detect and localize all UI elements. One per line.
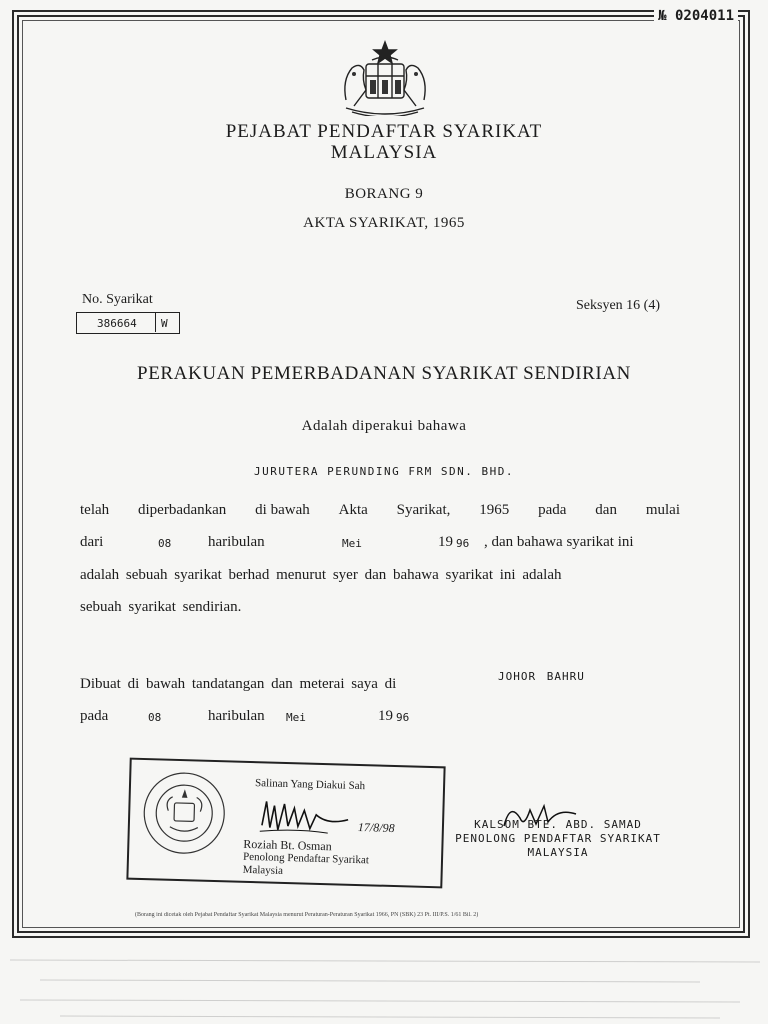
year-prefix: 19	[378, 708, 393, 724]
company-number-suffix: W	[161, 317, 168, 330]
body-line-1	[80, 502, 680, 519]
made-under-text: Dibuat di bawah tandatangan dan meterai saya di	[80, 676, 397, 692]
stamp-date: 17/8/98	[357, 820, 395, 836]
word: mulai	[645, 502, 680, 518]
office-name: PEJABAT PENDAFTAR SYARIKAT	[225, 121, 543, 142]
stamp-certified-copy: Salinan Yang Diakui Sah	[254, 777, 366, 793]
footnote: (Borang ini dicetak oleh Pejabat Pendaftar Syarikat Malaysia menurut Peraturan-Peraturan Syarikat 1966, PN (SBK) 23 Pt. III/P.S. 1/61 Bil. 2)	[135, 912, 479, 918]
word-haribulan: haribulan	[208, 708, 265, 724]
registrar-name: KALSOM BTE. ABD. SAMAD	[474, 818, 642, 831]
body-line-4: sebuah syarikat sendirian.	[80, 599, 242, 615]
certified-statement: Adalah diperakui bahawa	[301, 418, 467, 434]
body-line-2-rest: , dan bahawa syarikat ini	[484, 534, 634, 550]
word: pada	[538, 502, 567, 518]
stamp-country: Malaysia	[242, 863, 284, 877]
word: telah	[80, 502, 110, 518]
registrar-title: PENOLONG PENDAFTAR SYARIKAT	[455, 832, 661, 845]
act-name: AKTA SYARIKAT, 1965	[303, 215, 465, 231]
certificate-title: PERAKUAN PEMERBADANAN SYARIKAT SENDIRIAN	[137, 363, 631, 384]
company-name: JURUTERA PERUNDING FRM SDN. BHD.	[254, 465, 514, 478]
certified-copy-stamp	[126, 758, 445, 889]
word: dan	[595, 502, 617, 518]
signing-year: 96	[396, 711, 410, 724]
year-prefix: 19	[438, 534, 453, 550]
company-number-label: No. Syarikat	[82, 292, 153, 307]
signing-place: JOHOR BAHRU	[498, 670, 585, 683]
form-number: BORANG 9	[344, 186, 424, 202]
signing-day: 08	[148, 711, 162, 724]
company-number-box	[76, 312, 180, 334]
section-label: Seksyen 16 (4)	[576, 298, 660, 313]
serial-number: № 0204011	[654, 8, 738, 24]
incorporation-day: 08	[158, 537, 172, 550]
body-line-3: adalah sebuah syarikat berhad menurut syer dan bahawa syarikat ini adalah	[80, 567, 562, 583]
signing-line	[80, 670, 680, 693]
word: Akta	[338, 502, 368, 518]
word-pada: pada	[80, 708, 109, 724]
stamp-officer-name: Roziah Bt. Osman	[243, 836, 332, 854]
word: di bawah	[255, 502, 310, 518]
word: diperbadankan	[138, 502, 227, 518]
office-country: MALAYSIA	[330, 142, 438, 163]
company-number: 386664	[97, 317, 137, 330]
word: Syarikat,	[396, 502, 451, 518]
registrar-block	[438, 818, 678, 860]
word: 1965	[479, 502, 510, 518]
box-divider	[155, 313, 156, 332]
incorporation-month: Mei	[342, 537, 362, 550]
official-seal-icon	[141, 770, 227, 856]
incorporation-year: 96	[456, 537, 470, 550]
signing-month: Mei	[286, 711, 306, 724]
word-haribulan: haribulan	[208, 534, 265, 550]
registrar-country: MALAYSIA	[527, 846, 589, 859]
stamp-signature-icon	[258, 795, 355, 838]
word-dari: dari	[80, 534, 104, 550]
scan-noise	[0, 950, 768, 1024]
coat-of-arms-icon	[332, 40, 438, 116]
stamp-officer-title: Penolong Pendaftar Syarikat	[242, 850, 370, 867]
